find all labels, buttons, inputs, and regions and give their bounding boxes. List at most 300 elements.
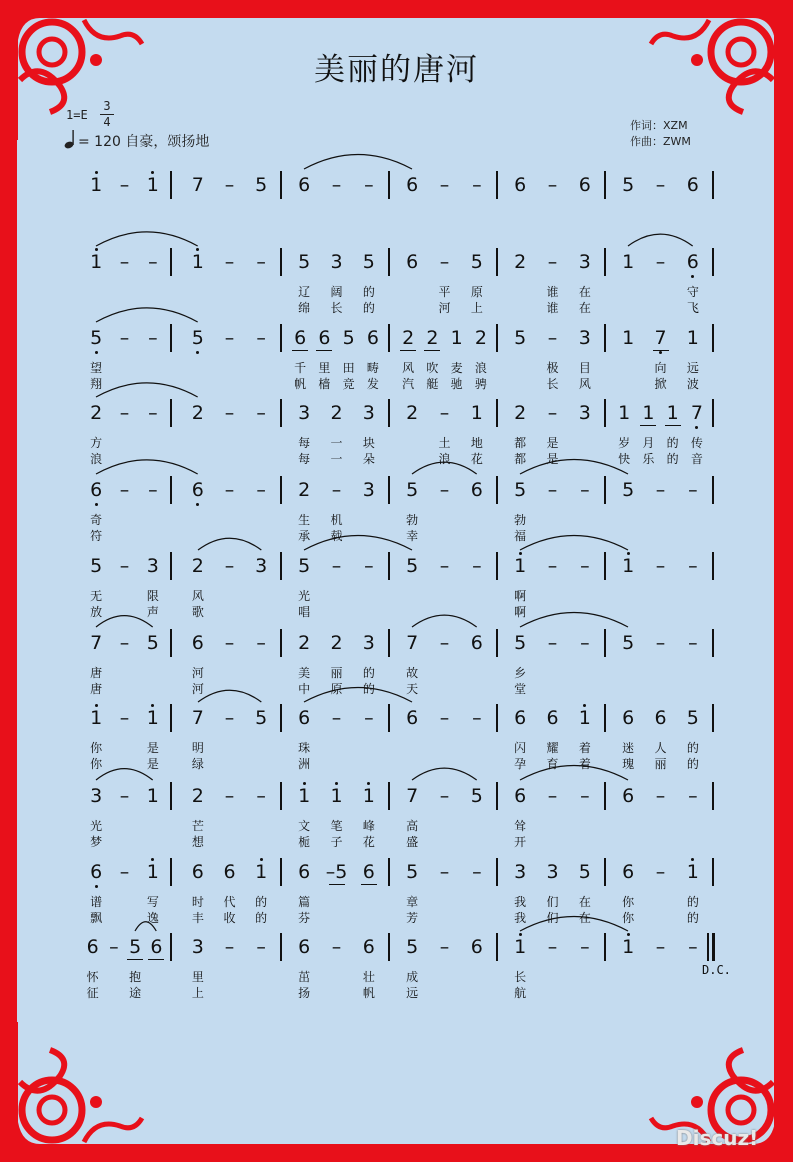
lyric-char: 艇 [426, 377, 439, 391]
jianpu-note: – [547, 785, 558, 807]
lyric-char: 长 [514, 970, 527, 984]
lyric-char: 章 [406, 895, 419, 909]
jianpu-note: – [547, 479, 558, 501]
jianpu-note: 6 [470, 632, 483, 654]
eighth-underline [316, 350, 332, 351]
lyric-char: 每 [298, 436, 311, 450]
jianpu-note: – [119, 479, 130, 501]
jianpu-note: – [655, 785, 666, 807]
jianpu-note: – [256, 785, 266, 807]
jianpu-note: – [256, 402, 266, 424]
bar-line [170, 324, 172, 352]
jianpu-note: 6 [191, 861, 204, 883]
octave-down-dot [95, 503, 98, 506]
time-signature-bottom: 4 [103, 115, 111, 129]
jianpu-note: – [655, 555, 666, 577]
octave-down-dot [659, 351, 662, 354]
jianpu-note: – [331, 555, 342, 577]
jianpu-note: – [224, 327, 235, 349]
bar-line [280, 248, 282, 276]
tie-arc [94, 607, 155, 629]
lyric-char: 每 [298, 452, 311, 466]
jianpu-note: – [547, 936, 558, 958]
jianpu-note: – [364, 707, 374, 729]
lyric-char: 唐 [90, 682, 103, 696]
bar-line [712, 552, 714, 580]
lyric-char: 的 [686, 757, 699, 771]
jianpu-note: 5 [514, 327, 527, 349]
eighth-underline [665, 425, 681, 426]
bar-line [604, 782, 606, 810]
lyric-char: 生 [298, 513, 311, 527]
lyric-char: 的 [362, 666, 375, 680]
lyric-char: 堂 [514, 682, 527, 696]
jianpu-note: 5 [129, 936, 142, 958]
jianpu-note: – [224, 707, 235, 729]
jianpu-note: 7 [191, 174, 204, 196]
time-signature-top: 3 [103, 99, 111, 113]
octave-up-dot [519, 933, 522, 936]
jianpu-note: 7 [690, 402, 703, 424]
jianpu-note: 3 [191, 936, 204, 958]
bar-line [496, 248, 498, 276]
jianpu-note: 3 [578, 327, 591, 349]
lyric-char: 放 [90, 605, 103, 619]
jianpu-note: – [224, 936, 235, 958]
jianpu-note: 1 [470, 402, 483, 424]
lyric-char: 光 [298, 589, 311, 603]
eighth-underline [361, 884, 377, 885]
lyric-char: 的 [666, 436, 679, 450]
tie-arc [94, 377, 200, 399]
lyric-char: 飘 [90, 911, 103, 925]
lyric-char: 传 [690, 436, 703, 450]
tie-arc [518, 530, 630, 552]
jianpu-note: – [331, 174, 342, 196]
bar-line [170, 399, 172, 427]
eighth-underline [424, 350, 440, 351]
tie-arc [410, 760, 479, 782]
lyric-char: 河 [191, 682, 204, 696]
jianpu-note: 6 [362, 861, 375, 883]
bar-line [280, 171, 282, 199]
jianpu-note: 1 [90, 707, 103, 729]
jianpu-note: – [439, 479, 450, 501]
tie-arc [518, 911, 630, 933]
jianpu-note: 5 [470, 251, 483, 273]
jianpu-note: 1 [618, 402, 631, 424]
lyric-char: 茁 [298, 970, 311, 984]
jianpu-note: 5 [406, 479, 419, 501]
key-signature: 1=E [66, 108, 88, 122]
jianpu-note: 1 [622, 555, 635, 577]
bar-line [170, 704, 172, 732]
bar-line [604, 629, 606, 657]
bar-line [604, 324, 606, 352]
bar-line [170, 782, 172, 810]
jianpu-note: 7 [406, 632, 419, 654]
lyric-char: 们 [546, 895, 559, 909]
jianpu-note: – [331, 707, 342, 729]
bar-line [712, 704, 714, 732]
jianpu-note: – [256, 936, 266, 958]
jianpu-note: 1 [146, 707, 159, 729]
octave-up-dot [95, 704, 98, 707]
jianpu-note: 3 [255, 555, 268, 577]
bar-line [604, 933, 606, 961]
jianpu-note: 2 [474, 327, 487, 349]
jianpu-note: 1 [666, 402, 679, 424]
jianpu-note: 1 [255, 861, 268, 883]
lyric-char: 绿 [191, 757, 204, 771]
lyric-char: 奇 [90, 513, 103, 527]
lyric-char: 故 [406, 666, 419, 680]
jianpu-note: – [119, 707, 130, 729]
jianpu-note: – [224, 251, 235, 273]
bar-line [604, 552, 606, 580]
jianpu-note: 6 [406, 707, 419, 729]
eighth-underline [329, 884, 345, 885]
lyric-char: 翔 [90, 377, 103, 391]
lyric-char: 的 [255, 895, 268, 909]
jianpu-note: – [224, 174, 235, 196]
jianpu-note: 7 [654, 327, 667, 349]
jianpu-note: 5 [255, 174, 268, 196]
lyric-char: 代 [223, 895, 236, 909]
lyric-char: 原 [470, 285, 483, 299]
tie-arc [410, 454, 479, 476]
lyric-char: 唐 [90, 666, 103, 680]
lyric-char: 芒 [191, 819, 204, 833]
bar-line [170, 933, 172, 961]
jianpu-note: – [119, 327, 130, 349]
lyric-char: 在 [578, 911, 591, 925]
lyric-char: 瑰 [622, 757, 635, 771]
bar-line [712, 248, 714, 276]
tie-arc [94, 760, 155, 782]
jianpu-note: 1 [622, 251, 635, 273]
jianpu-note: – [119, 555, 130, 577]
jianpu-note: 1 [90, 251, 103, 273]
bar-line [712, 171, 714, 199]
lyric-char: 帆 [362, 986, 375, 1000]
lyric-char: 阔 [330, 285, 343, 299]
bar-line [280, 399, 282, 427]
jianpu-note: 3 [546, 861, 559, 883]
lyric-char: 的 [686, 895, 699, 909]
lyric-char: 远 [686, 361, 699, 375]
jianpu-note: – [688, 479, 698, 501]
jianpu-note: – [364, 555, 374, 577]
octave-up-dot [260, 858, 263, 861]
eighth-underline [400, 350, 416, 351]
lyric-char: 的 [362, 285, 375, 299]
jianpu-note: 1 [686, 861, 699, 883]
lyric-char: 乡 [514, 666, 527, 680]
bar-line [496, 399, 498, 427]
tempo-marking: = 120 自豪，颂扬地 [78, 134, 210, 150]
bar-line [712, 324, 714, 352]
lyric-char: 望 [90, 361, 103, 375]
lyric-char: 一 [330, 452, 343, 466]
jianpu-note: 6 [90, 479, 103, 501]
bar-line [604, 399, 606, 427]
bar-line [280, 324, 282, 352]
jianpu-note: 3 [514, 861, 527, 883]
lyric-char: 征 [86, 986, 99, 1000]
bar-line [496, 552, 498, 580]
jianpu-note: 1 [330, 785, 343, 807]
jianpu-note: – [688, 555, 698, 577]
bar-line [604, 248, 606, 276]
jianpu-note: 5 [514, 632, 527, 654]
jianpu-note: 1 [622, 936, 635, 958]
jianpu-note: 3 [362, 402, 375, 424]
lyric-char: 浪 [474, 361, 487, 375]
lyric-char: 岁 [618, 436, 631, 450]
lyric-char: 载 [330, 529, 343, 543]
octave-down-dot [95, 885, 98, 888]
lyric-char: 声 [146, 605, 159, 619]
jianpu-note: 5 [342, 327, 355, 349]
lyric-char: 光 [90, 819, 103, 833]
lyric-char: 长 [330, 301, 343, 315]
jianpu-note: – [224, 479, 235, 501]
jianpu-note: – [688, 936, 698, 958]
jianpu-note: 6 [514, 707, 527, 729]
jianpu-note: – [472, 707, 482, 729]
lyric-char: 是 [546, 452, 559, 466]
lyric-char: 子 [330, 835, 343, 849]
lyric-char: 啊 [514, 589, 527, 603]
jianpu-note: 1 [146, 785, 159, 807]
jianpu-note: – [688, 632, 698, 654]
bar-line [496, 933, 498, 961]
lyric-char: 栀 [298, 835, 311, 849]
lyric-char: 远 [406, 986, 419, 1000]
lyric-char: 唱 [298, 605, 311, 619]
tie-arc [518, 760, 630, 782]
jianpu-note: 2 [90, 402, 103, 424]
lyric-char: 写 [146, 895, 159, 909]
bar-line [388, 399, 390, 427]
lyric-char: 驰 [450, 377, 463, 391]
jianpu-note: – [224, 785, 235, 807]
lyric-char: 在 [578, 895, 591, 909]
jianpu-note: – [472, 174, 482, 196]
tie-arc [94, 454, 200, 476]
jianpu-note: – [580, 479, 590, 501]
lyric-char: 汽 [402, 377, 415, 391]
lyric-char: 飞 [686, 301, 699, 315]
jianpu-note: 6 [366, 327, 379, 349]
bar-line [388, 933, 390, 961]
eighth-underline [653, 350, 669, 351]
lyric-char: 中 [298, 682, 311, 696]
bar-line [604, 858, 606, 886]
jianpu-note: 2 [406, 402, 419, 424]
song-title: 美丽的唐河 [314, 52, 479, 88]
bar-line [280, 782, 282, 810]
lyric-char: 我 [514, 911, 527, 925]
eighth-underline [292, 350, 308, 351]
bar-line [604, 171, 606, 199]
lyric-char: 篇 [298, 895, 311, 909]
jianpu-note: – [364, 174, 374, 196]
jianpu-note: 1 [362, 785, 375, 807]
lyric-char: 丽 [330, 666, 343, 680]
jianpu-note: 1 [146, 861, 159, 883]
lyric-char: 符 [90, 529, 103, 543]
watermark: Discuz! [676, 1126, 759, 1150]
lyric-char: 怀 [86, 970, 99, 984]
jianpu-note: 5 [255, 707, 268, 729]
jianpu-note: 5 [146, 632, 159, 654]
jianpu-note: – [439, 402, 450, 424]
lyric-char: 里 [191, 970, 204, 984]
jianpu-note: 6 [90, 861, 103, 883]
bar-line [712, 629, 714, 657]
lyric-char: 浪 [90, 452, 103, 466]
lyric-char: 盛 [406, 835, 419, 849]
jianpu-note: – [331, 936, 342, 958]
lyric-char: 福 [514, 529, 527, 543]
octave-up-dot [95, 248, 98, 251]
jianpu-note: 6 [686, 251, 699, 273]
jianpu-note: 6 [86, 936, 99, 958]
jianpu-note: – [119, 632, 130, 654]
jianpu-note: 6 [298, 861, 311, 883]
lyric-char: 风 [402, 361, 415, 375]
jianpu-note: – [224, 632, 235, 654]
jianpu-note: – [331, 479, 342, 501]
tie-arc [626, 226, 695, 248]
tie-arc [133, 911, 158, 933]
bar-line [604, 476, 606, 504]
jianpu-note: 2 [298, 632, 311, 654]
bar-line [496, 476, 498, 504]
lyric-char: 樯 [318, 377, 331, 391]
lyric-char: 原 [330, 682, 343, 696]
jianpu-note: – [439, 632, 450, 654]
bar-line [712, 476, 714, 504]
lyric-char: 逸 [146, 911, 159, 925]
jianpu-note: 7 [90, 632, 103, 654]
jianpu-note: – [655, 936, 666, 958]
jianpu-note: – [256, 632, 266, 654]
jianpu-note: 2 [330, 632, 343, 654]
lyric-char: 峰 [362, 819, 375, 833]
lyric-char: 丽 [654, 757, 667, 771]
lyric-char: 在 [578, 285, 591, 299]
lyric-char: 幸 [406, 529, 419, 543]
lyric-char: 无 [90, 589, 103, 603]
jianpu-note: 5 [90, 327, 103, 349]
eighth-underline [148, 959, 164, 960]
bar-line [712, 933, 715, 961]
lyric-char: 勃 [514, 513, 527, 527]
jianpu-note: 2 [514, 251, 527, 273]
lyric-char: 上 [191, 986, 204, 1000]
lyric-char: 乐 [642, 452, 655, 466]
jianpu-note: – [580, 936, 590, 958]
lyric-char: 壮 [362, 970, 375, 984]
lyricist-credit: 作词：XZM [630, 119, 688, 132]
tie-arc [196, 682, 263, 704]
lyric-char: 承 [298, 529, 311, 543]
tie-arc [302, 682, 414, 704]
jianpu-note: – [655, 174, 666, 196]
bar-line [712, 858, 714, 886]
lyric-char: 人 [654, 741, 667, 755]
lyric-char: 在 [578, 301, 591, 315]
jianpu-note: 5 [362, 251, 375, 273]
lyric-char: 歌 [191, 605, 204, 619]
lyric-char: 畴 [366, 361, 379, 375]
bar-line [170, 248, 172, 276]
jianpu-note: – [580, 555, 590, 577]
lyric-char: 耀 [546, 741, 559, 755]
lyric-char: 的 [686, 911, 699, 925]
jianpu-note: 2 [191, 555, 204, 577]
jianpu-note: 6 [298, 936, 311, 958]
lyric-char: 都 [514, 436, 527, 450]
jianpu-note: 5 [622, 632, 635, 654]
lyric-char: 河 [191, 666, 204, 680]
lyric-char: 月 [642, 436, 655, 450]
tie-arc [196, 530, 263, 552]
lyric-char: 长 [546, 377, 559, 391]
jianpu-note: – [119, 785, 130, 807]
lyric-char: 音 [690, 452, 703, 466]
bar-line [280, 933, 282, 961]
jianpu-note: 5 [622, 479, 635, 501]
eighth-underline [127, 959, 143, 960]
jianpu-note: – [547, 632, 558, 654]
bar-line [496, 629, 498, 657]
jianpu-note: – [109, 936, 119, 958]
jianpu-note: 5 [470, 785, 483, 807]
octave-up-dot [335, 782, 338, 785]
octave-down-dot [95, 351, 98, 354]
jianpu-note: 6 [514, 785, 527, 807]
jianpu-note: –5 [325, 861, 348, 883]
lyric-char: 明 [191, 741, 204, 755]
lyric-char: 着 [578, 741, 591, 755]
jianpu-note: 6 [191, 632, 204, 654]
jianpu-note: 2 [191, 785, 204, 807]
lyric-char: 着 [578, 757, 591, 771]
bar-line [712, 782, 714, 810]
jianpu-note: – [148, 251, 158, 273]
lyric-char: 限 [146, 589, 159, 603]
jianpu-note: – [580, 785, 590, 807]
bar-line [388, 476, 390, 504]
lyric-char: 途 [129, 986, 142, 1000]
octave-up-dot [627, 933, 630, 936]
jianpu-note: 3 [362, 632, 375, 654]
bar-line [388, 782, 390, 810]
jianpu-note: 6 [470, 479, 483, 501]
jianpu-note: – [547, 327, 558, 349]
lyric-char: 发 [366, 377, 379, 391]
jianpu-note: 6 [406, 174, 419, 196]
lyric-char: 孕 [514, 757, 527, 771]
bar-line [170, 858, 172, 886]
bar-line [604, 704, 606, 732]
bar-line [170, 171, 172, 199]
lyric-char: 时 [191, 895, 204, 909]
